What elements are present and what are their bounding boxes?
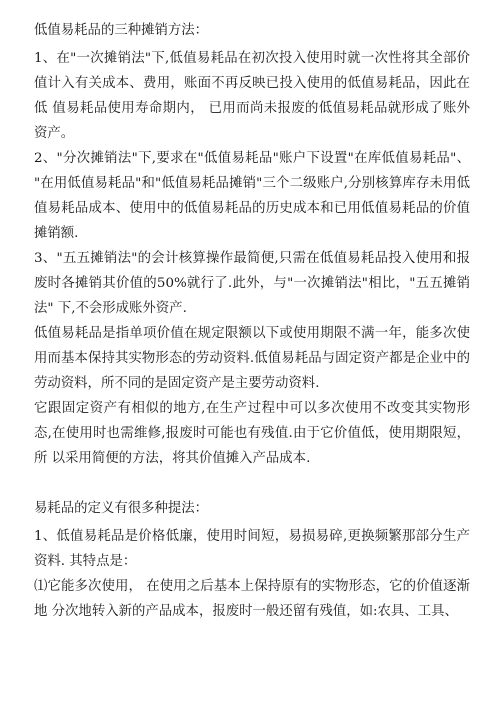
paragraph-consumables-definition: 1、低值易耗品是价格低廉，使用时间短，易损易碎,更换频繁那部分生产资料. 其特点是： bbox=[34, 529, 470, 569]
paragraph-one-time-amortization: 1、在"一次摊销法"下,低值易耗品在初次投入使用时就一次性将其全部价值计入有关成本、费用，账面不再反映已投入使用的低值易耗品，因此在低 值易耗品使用寿命期内， 已用而尚未报废的低值易耗品就形成了账外资产。 bbox=[34, 51, 470, 141]
paragraph-definition: 低值易耗品是指单项价值在规定限额以下或使用期限不满一年，能多次使用而基本保持其实物形态的劳动资料.低值易耗品与固定资产都是企业中的劳动资料，所不同的是固定资产是主要劳动资料. bbox=[34, 326, 470, 391]
paragraph-consumables-feature: ⑴它能多次使用， 在使用之后基本上保持原有的实物形态，它的价值逐渐地 分次地转入新的产品成本，报废时一般还留有残值，如:农具、工具、 bbox=[34, 579, 470, 619]
paragraph-fifty-fifty-amortization: 3、"五五摊销法"的会计核算操作最简便,只需在低值易耗品投入使用和报废时各摊销其价值的50%就行了.此外，与"一次摊销法"相比，"五五摊销法" 下,不会形成账外资产. bbox=[34, 251, 470, 316]
paragraph-comparison: 它跟固定资产有相似的地方,在生产过程中可以多次使用不改变其实物形态,在使用时也需维修,报废时可能也有残值.由于它价值低，使用期限短，所 以采用简便的方法，将其价值摊入产品成本. bbox=[34, 401, 470, 466]
section-title: 易耗品的定义有很多种提法： bbox=[34, 501, 209, 516]
document-title: 低值易耗品的三种摊销方法： bbox=[34, 23, 209, 38]
blank-line bbox=[34, 471, 470, 496]
paragraph-installment-amortization: 2、"分次摊销法"下,要求在"低值易耗品"账户下设置"在库低值易耗品"、 "在用低值易耗品"和"低值易耗品摊销"三个二级账户,分别核算库存未用低值易耗品成本、使用中的低值易耗品的历史成本和已用低值易耗品的价值摊销额. bbox=[34, 151, 470, 241]
